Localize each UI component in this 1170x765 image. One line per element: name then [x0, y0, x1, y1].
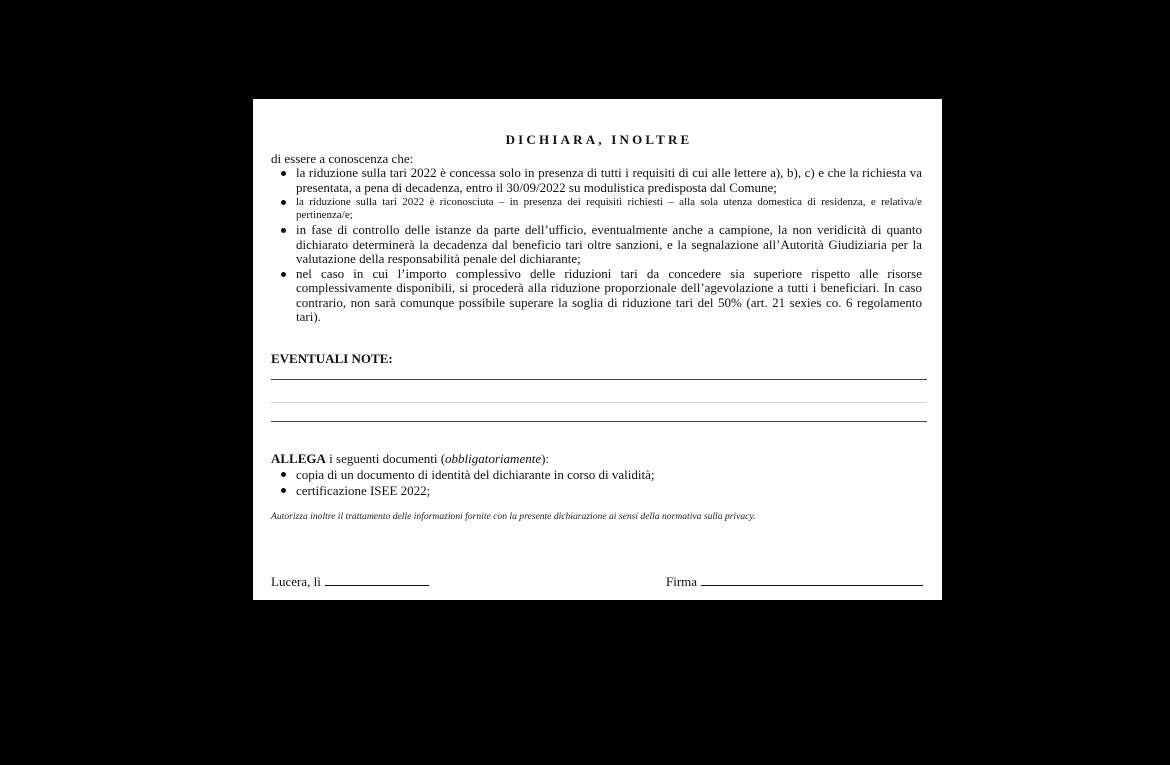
attachments-emphasis: obbligatoriamente [445, 451, 542, 466]
section-title: DICHIARA, INOLTRE [505, 132, 693, 147]
privacy-note: Autorizza inoltre il trattamento delle informazioni fornite con la presente dichiarazione ai sensi della normativa sulla privacy. [271, 511, 756, 522]
signature-label: Firma [666, 574, 698, 589]
attachment-item-isee: certificazione ISEE 2022; [271, 483, 922, 499]
notes-line-1[interactable] [271, 379, 927, 380]
notes-heading: EVENTUALI NOTE: [271, 351, 393, 366]
intro-text: di essere a conoscenza che: [271, 151, 414, 166]
conditions-list-3 [271, 223, 922, 325]
signature-line[interactable] [701, 575, 923, 586]
attachments-label: ALLEGA [271, 451, 326, 466]
notes-line-2[interactable] [271, 402, 927, 403]
condition-item-proportional-reduction: nel caso in cui l’importo complessivo delle riduzioni tari da concedere sia superiore rispetto alle risorse complessivamente disponibili, si procederà alla riduzione proporzionale dell’agevolazione a tutti i beneficiari. In caso contrario, non sarà comunque possibile superare la soglia di riduzione tari del 50% (art. 21 sexies co. 6 regolamento tari). [271, 267, 922, 325]
attachments-heading [271, 451, 549, 467]
place-date-field [271, 574, 429, 590]
attachments-list [271, 467, 922, 498]
attachment-item-id-document: copia di un documento di identità del dichiarante in corso di validità; [271, 467, 922, 483]
condition-item-checks: in fase di controllo delle istanze da parte dell’ufficio, eventualmente anche a campione, la non veridicità di quanto dichiarato determinerà la decadenza dal beneficio tari oltre sanzioni, e la segnalazione all’Autorità Giudiziaria per la valutazione della responsabilità penale del dichiarante; [271, 223, 922, 267]
notes-line-3[interactable] [271, 421, 927, 422]
condition-item-domestic-use: la riduzione sulla tari 2022 è riconosciuta – in presenza dei requisiti richiesti – alla sola utenza domestica di residenza, e relativa/e pertinenza/e; [271, 196, 922, 222]
date-line[interactable] [325, 575, 429, 586]
document-page [253, 99, 942, 600]
conditions-list-1 [271, 166, 922, 195]
place-label: Lucera, lì [271, 574, 321, 589]
attachments-text-after: ): [541, 451, 550, 466]
attachments-text-before: i seguenti documenti ( [325, 451, 446, 466]
condition-item-deadline: la riduzione sulla tari 2022 è concessa solo in presenza di tutti i requisiti di cui alle lettere a), b), c) e che la richiesta va presentata, a pena di decadenza, entro il 30/09/2022 su modulistica predisposta dal Comune; [271, 166, 922, 195]
signature-field [666, 574, 923, 590]
conditions-list-2 [271, 196, 922, 222]
